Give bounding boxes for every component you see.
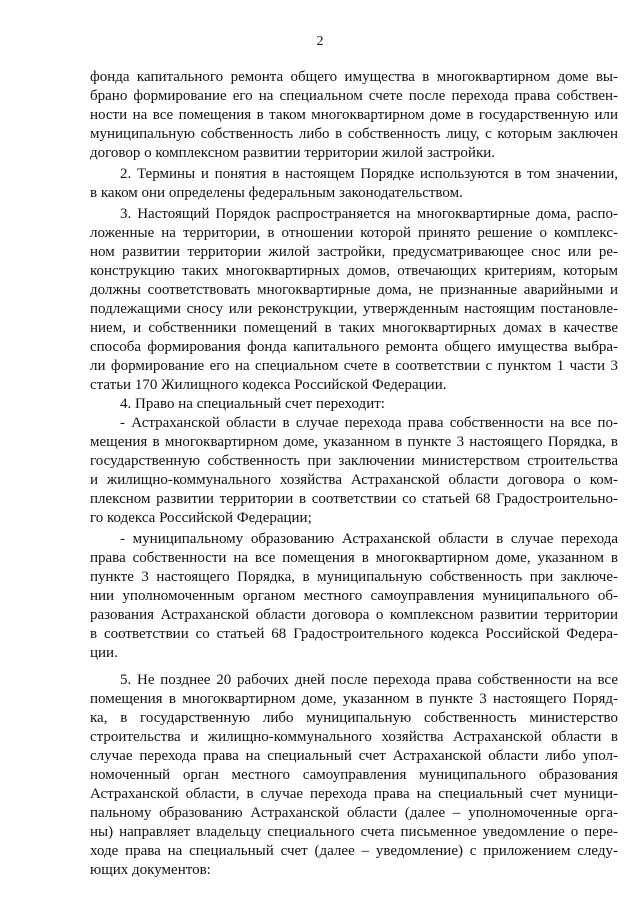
text-line: пальному образованию Астраханской области (далее – уполномоченные орга- [90, 805, 618, 821]
text-line: ции. [90, 645, 118, 661]
text-line: подлежащими сносу или реконструкции, утвержденным настоящим постановле- [90, 301, 618, 317]
paragraph [90, 414, 618, 528]
text-line: ли формирование его на специальном счете в соответствии с пунктом 1 части 3 [90, 358, 618, 374]
text-line: помещения в многоквартирном доме, указанном в пункте 3 настоящего Поряд- [90, 691, 618, 707]
text-line: плексном развитии территории в соответствии со статьей 68 Градостроительно- [90, 491, 618, 507]
paragraph [90, 395, 618, 414]
paragraph [90, 165, 618, 203]
text-line: пункте 3 настоящего Порядка, в муниципальную собственность при заключе- [90, 569, 618, 585]
text-line: муниципальную собственность либо в собственность лицу, с которым заключен [90, 126, 618, 142]
text-line: и жилищно-коммунального хозяйства Астраханской области договора о ком- [90, 472, 618, 488]
text-line: государственную собственность при заключении министерством строительства [90, 453, 618, 469]
text-line: случае перехода права на специальный счет Астраханской области либо упол- [90, 748, 618, 764]
text-line: фонда капитального ремонта общего имущества в многоквартирном доме вы- [90, 69, 618, 85]
text-line: 3. Настоящий Порядок распространяется на многоквартирные дома, распо- [120, 206, 618, 222]
text-line: ном развитии территории жилой застройки, предусматривающее снос или ре- [90, 244, 618, 260]
paragraph [90, 671, 618, 880]
text-line: в соответствии со статьей 68 Градостроительного кодекса Российской Федера- [90, 626, 618, 642]
text-line: способа формирования фонда капитального ремонта общего имущества выбра- [90, 339, 618, 355]
text-line: ны) направляет владельцу специального счета письменное уведомление о пере- [90, 824, 618, 840]
text-line: ющих документов: [90, 862, 211, 878]
text-line: статьи 170 Жилищного кодекса Российской Федерации. [90, 377, 447, 393]
text-line: в каком они определены федеральным законодательством. [90, 185, 463, 201]
text-line: - муниципальному образованию Астраханской области в случае перехода [120, 531, 618, 547]
text-line: строительства и жилищно-коммунального хозяйства Астраханской области в [90, 729, 618, 745]
document-body [90, 68, 618, 880]
text-line: ходе права на специальный счет (далее – уведомление) с приложением следу- [90, 843, 618, 859]
text-line: го кодекса Российской Федерации; [90, 510, 312, 526]
text-line: 4. Право на специальный счет переходит: [120, 396, 385, 412]
text-line: брано формирование его на специальном счете после перехода права собствен- [90, 88, 618, 104]
text-line: - Астраханской области в случае перехода права собственности на все по- [120, 415, 618, 431]
page-number: 2 [316, 34, 324, 49]
text-line: Астраханской области, в случае перехода права на специальный счет муници- [90, 786, 618, 802]
paragraph [90, 530, 618, 663]
text-line: конструкцию таких многоквартирных домов, отвечающих критериям, которым [90, 263, 618, 279]
text-line: нии уполномоченным органом местного самоуправления муниципального об- [90, 588, 618, 604]
paragraph [90, 205, 618, 395]
text-line: должны соответствовать многоквартирные дома, не признанные аварийными и [90, 282, 618, 298]
text-line: номоченный орган местного самоуправления муниципального образования [90, 767, 618, 783]
paragraph [90, 68, 618, 163]
text-line: разования Астраханской области договора о комплексном развитии территории [90, 607, 618, 623]
text-line: ности на все помещения в таком многоквартирном доме в государственную или [90, 107, 618, 123]
text-line: 2. Термины и понятия в настоящем Порядке используются в том значении, [120, 166, 618, 182]
text-line: мещения в многоквартирном доме, указанном в пункте 3 настоящего Порядка, в [90, 434, 618, 450]
text-line: 5. Не позднее 20 рабочих дней после перехода права собственности на все [120, 672, 618, 688]
text-line: нием, и собственники помещений в таких многоквартирных домах в качестве [90, 320, 618, 336]
text-line: договор о комплексном развитии территории жилой застройки. [90, 145, 496, 161]
text-line: ка, в государственную либо муниципальную собственность министерство [90, 710, 618, 726]
text-line: ложенные на территории, в отношении которой принято решение о комплекс- [90, 225, 618, 241]
text-line: права собственности на все помещения в многоквартирном доме, указанном в [90, 550, 618, 566]
